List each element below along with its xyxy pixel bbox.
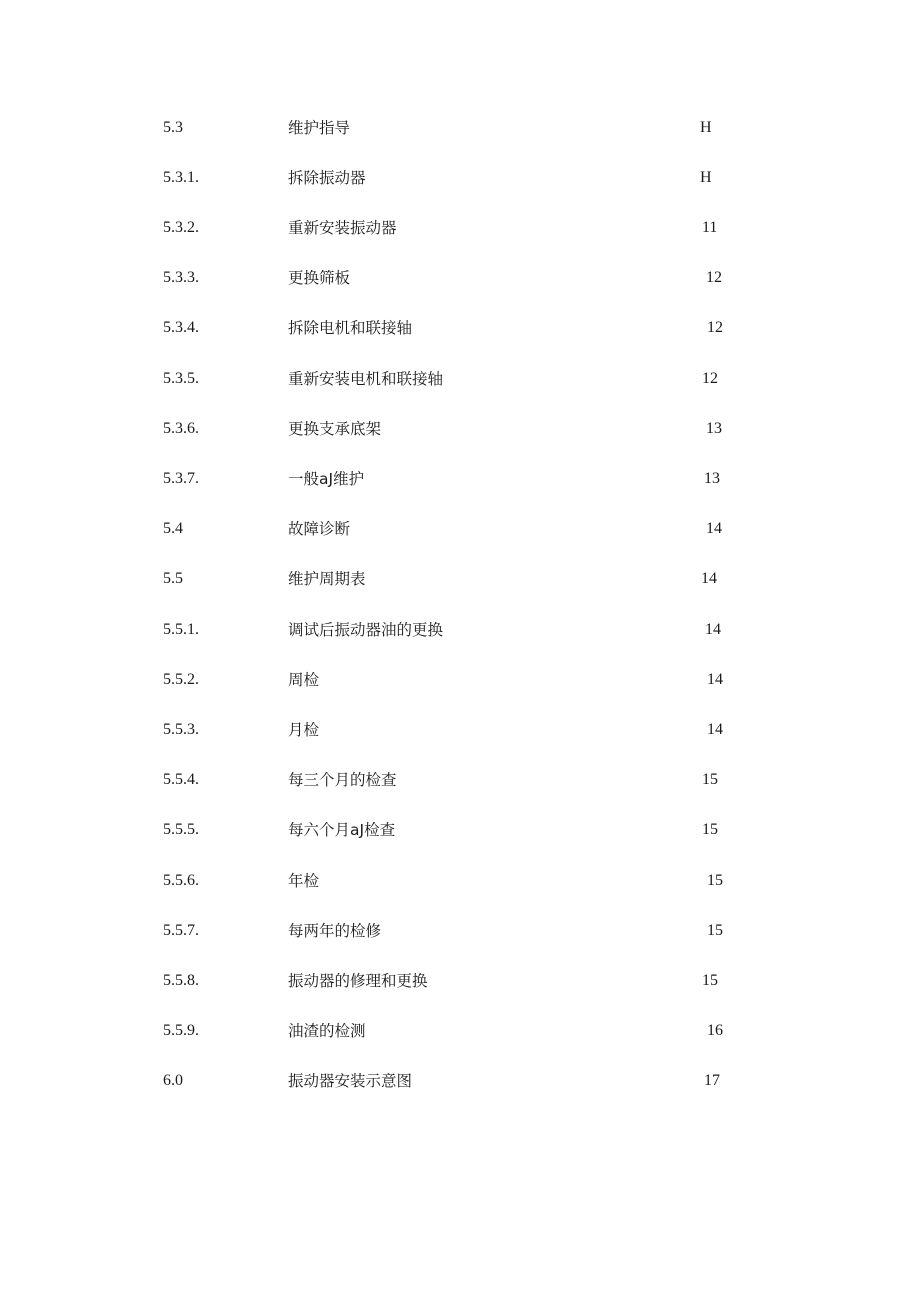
toc-entry-title: 调试后振动器油的更换 [288, 621, 444, 639]
toc-entry[interactable] [0, 1066, 920, 1096]
toc-entry-title: 年检 [288, 872, 320, 890]
toc-entry-title: 油渣的检测 [288, 1022, 366, 1040]
toc-entry-page: 13 [704, 470, 720, 487]
toc-entry[interactable] [0, 213, 920, 243]
toc-entry-title: 维护指导 [288, 119, 351, 137]
toc-entry-title: 故障诊断 [288, 520, 351, 538]
toc-entry-number: 5.5.9. [163, 1022, 199, 1039]
toc-entry-number: 5.5.4. [163, 771, 199, 788]
toc-entry-title: 更换支承底架 [288, 420, 382, 438]
toc-entry-number: 5.3.5. [163, 370, 199, 387]
toc-entry-title: 每六个月aJ检查 [288, 821, 396, 839]
toc-entry-page: 15 [707, 872, 723, 889]
toc-entry-page: 14 [706, 520, 722, 537]
toc-entry-page: 13 [706, 420, 722, 437]
toc-entry-number: 5.5 [163, 570, 183, 587]
toc-entry-page: 15 [702, 771, 718, 788]
toc-entry-number: 6.0 [163, 1072, 183, 1089]
toc-entry-page: 15 [702, 821, 718, 838]
toc-entry[interactable] [0, 564, 920, 594]
toc-entry-page: 16 [707, 1022, 723, 1039]
toc-entry-number: 5.3.2. [163, 219, 199, 236]
toc-entry-title: 一般aJ维护 [288, 470, 365, 488]
toc-entry[interactable] [0, 916, 920, 946]
toc-entry-page: 17 [704, 1072, 720, 1089]
toc-entry-number: 5.5.5. [163, 821, 199, 838]
toc-entry-number: 5.5.6. [163, 872, 199, 889]
toc-entry-page: 15 [707, 922, 723, 939]
toc-entry-title: 振动器安装示意图 [288, 1072, 413, 1090]
toc-entry-page: 12 [702, 370, 718, 387]
toc-entry-number: 5.5.7. [163, 922, 199, 939]
toc-entry-number: 5.3.3. [163, 269, 199, 286]
toc-entry-number: 5.5.1. [163, 621, 199, 638]
toc-entry[interactable] [0, 715, 920, 745]
toc-entry[interactable] [0, 514, 920, 544]
toc-entry-number: 5.4 [163, 520, 183, 537]
toc-entry-page: 15 [702, 972, 718, 989]
toc-entry-number: 5.5.3. [163, 721, 199, 738]
toc-entry-title: 重新安装振动器 [288, 219, 397, 237]
toc-entry-title: 重新安装电机和联接轴 [288, 370, 444, 388]
toc-entry-page: 12 [707, 319, 723, 336]
toc-entry[interactable] [0, 665, 920, 695]
toc-entry-number: 5.3 [163, 119, 183, 136]
toc-entry[interactable] [0, 1016, 920, 1046]
toc-entry-title: 拆除振动器 [288, 169, 366, 187]
toc-entry-page: 11 [702, 219, 718, 236]
toc-entry-page: 14 [705, 621, 721, 638]
toc-entry[interactable] [0, 113, 920, 143]
toc-entry[interactable] [0, 263, 920, 293]
toc-entry-number: 5.3.1. [163, 169, 199, 186]
toc-entry-number: 5.3.4. [163, 319, 199, 336]
toc-entry[interactable] [0, 163, 920, 193]
toc-entry[interactable] [0, 815, 920, 845]
toc-entry-title: 振动器的修理和更换 [288, 972, 428, 990]
toc-entry[interactable] [0, 313, 920, 343]
toc-entry-title: 周检 [288, 671, 320, 689]
toc-entry-title: 维护周期表 [288, 570, 366, 588]
toc-entry[interactable] [0, 364, 920, 394]
toc-entry-title: 每三个月的检查 [288, 771, 397, 789]
toc-entry[interactable] [0, 765, 920, 795]
toc-entry[interactable] [0, 866, 920, 896]
toc-entry-page: 12 [706, 269, 722, 286]
toc-entry-page: 14 [707, 721, 723, 738]
toc-entry[interactable] [0, 966, 920, 996]
toc-entry-number: 5.5.8. [163, 972, 199, 989]
toc-entry-number: 5.5.2. [163, 671, 199, 688]
toc-entry-number: 5.3.7. [163, 470, 199, 487]
toc-entry-page: 14 [707, 671, 723, 688]
toc-entry[interactable] [0, 615, 920, 645]
toc-entry-page: H [700, 119, 712, 136]
toc-entry-title: 拆除电机和联接轴 [288, 319, 413, 337]
toc-entry-title: 更换筛板 [288, 269, 351, 287]
toc-entry[interactable] [0, 464, 920, 494]
toc-entry-title: 月检 [288, 721, 320, 739]
toc-entry[interactable] [0, 414, 920, 444]
toc-entry-page: H [700, 169, 712, 186]
toc-entry-page: 14 [701, 570, 717, 587]
toc-entry-title: 每两年的检修 [288, 922, 382, 940]
toc-entry-number: 5.3.6. [163, 420, 199, 437]
